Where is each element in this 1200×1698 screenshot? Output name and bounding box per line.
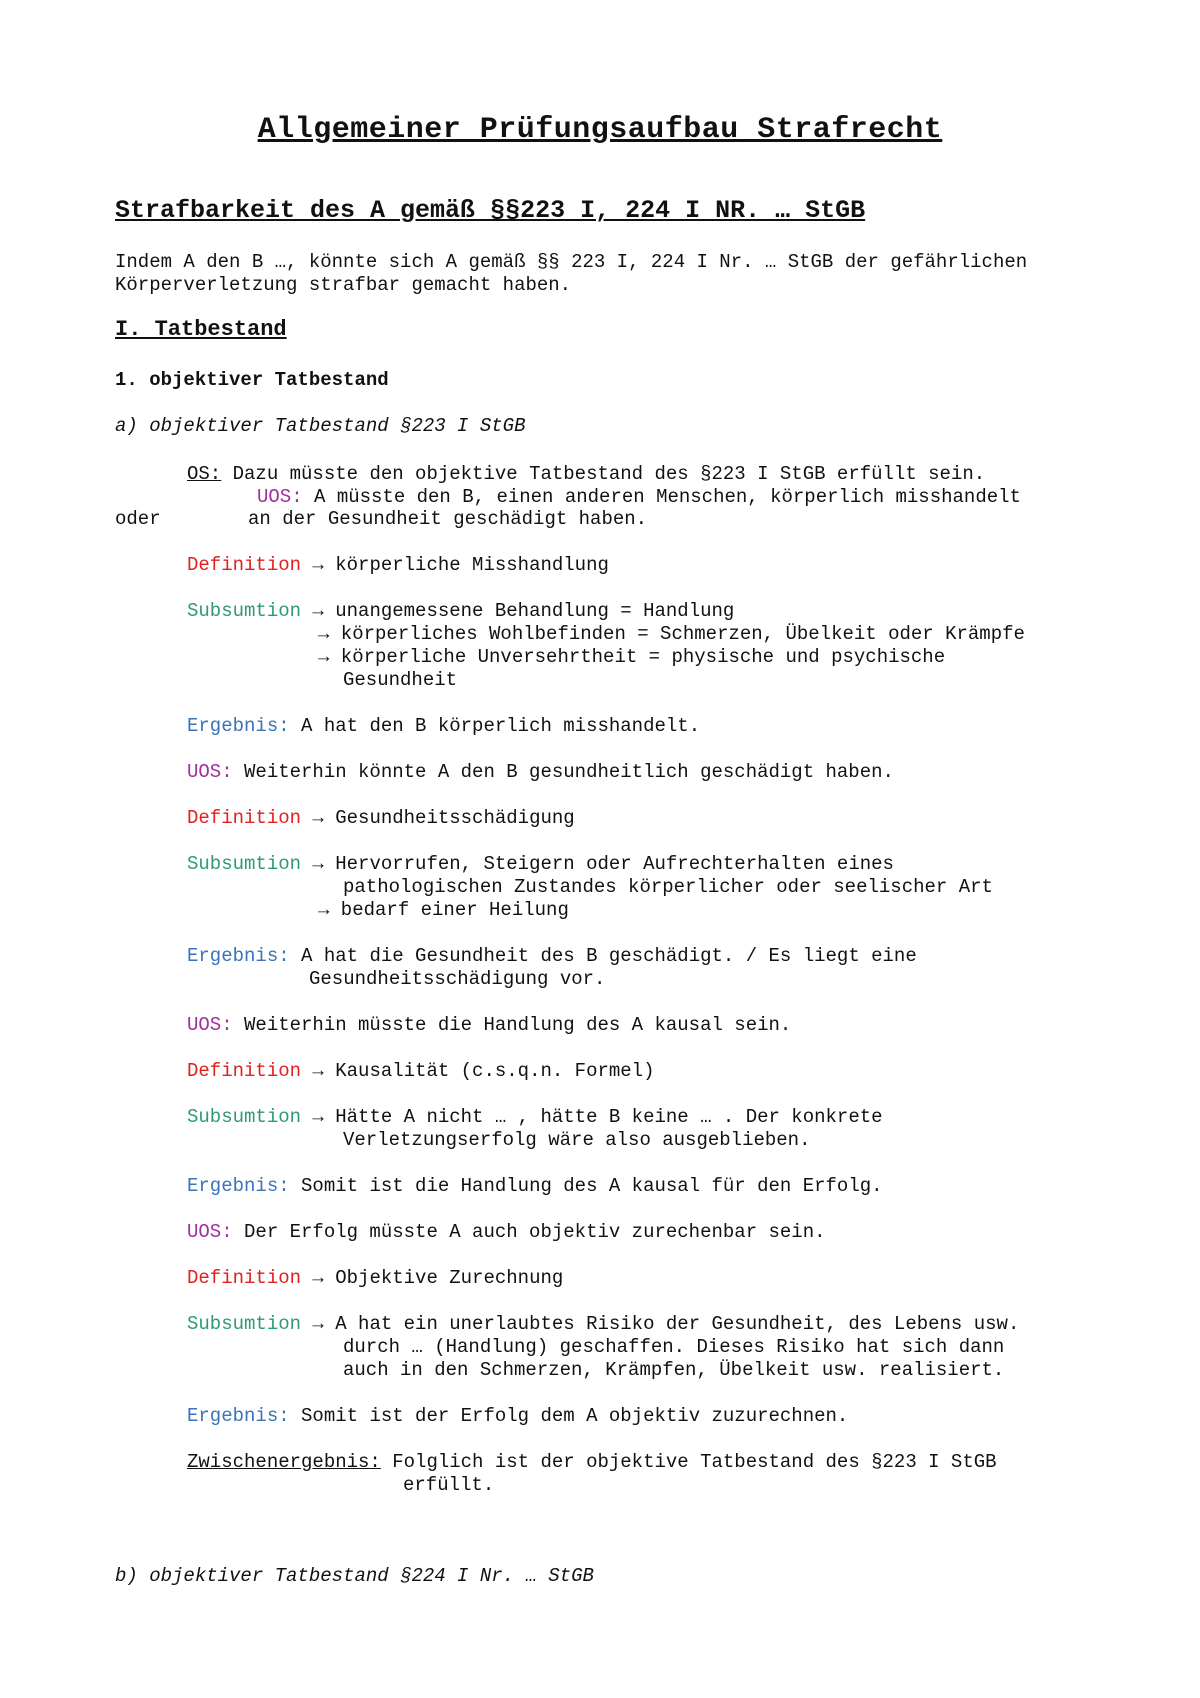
heading-objektiver-tatbestand: 1. objektiver Tatbestand (115, 369, 389, 391)
zwischenergebnis-text: Folglich ist der objektive Tatbestand des §223 I StGB (380, 1451, 997, 1473)
subsumtion-line: → körperliches Wohlbefinden = Schmerzen, Übelkeit oder Krämpfe (318, 623, 1025, 645)
definition-text: → Kausalität (c.s.q.n. Formel) (301, 1060, 655, 1082)
subsumtion-line: → körperliche Unversehrtheit = physische und psychische (318, 646, 946, 668)
definition-label: Definition (187, 1267, 302, 1289)
subsumtion-text: → unangemessene Behandlung = Handlung (301, 600, 735, 622)
heading-tatbestand: I. Tatbestand (115, 317, 287, 342)
uos-line (187, 1013, 791, 1037)
os-label: OS: (187, 463, 222, 485)
subsumtion-line: auch in den Schmerzen, Krämpfen, Übelkeit usw. realisiert. (343, 1359, 1005, 1381)
ergebnis-label: Ergebnis: (187, 715, 290, 737)
zwischenergebnis-line-2: erfüllt. (403, 1474, 495, 1496)
ergebnis-line (187, 944, 917, 968)
ergebnis-line (187, 1174, 883, 1198)
definition-line (187, 806, 575, 830)
ergebnis-text: A hat den B körperlich misshandelt. (289, 715, 701, 737)
zwischenergebnis-label: Zwischenergebnis: (187, 1451, 381, 1473)
subsumtion-line (187, 852, 894, 876)
page-title: Allgemeiner Prüfungsaufbau Strafrecht (257, 113, 943, 147)
uos-text: Weiterhin müsste die Handlung des A kausal sein. (232, 1014, 792, 1036)
ergebnis-text: A hat die Gesundheit des B geschädigt. / Es liegt eine (289, 945, 917, 967)
subsumtion-line: Verletzungserfolg wäre also ausgeblieben. (343, 1129, 811, 1151)
subsumtion-line (187, 1312, 1019, 1336)
uos-line (187, 760, 894, 784)
uos-text: Der Erfolg müsste A auch objektiv zurechenbar sein. (232, 1221, 826, 1243)
ergebnis-line (187, 714, 700, 738)
definition-line (187, 1266, 563, 1290)
uos-label: UOS: (187, 1014, 233, 1036)
subsumtion-label: Subsumtion (187, 1313, 302, 1335)
uos-line-1 (257, 485, 1021, 509)
ergebnis-line (187, 1404, 848, 1428)
subsumtion-label: Subsumtion (187, 600, 302, 622)
subsumtion-line (187, 1105, 883, 1129)
definition-label: Definition (187, 1060, 302, 1082)
os-text: Dazu müsste den objektive Tatbestand des §223 I StGB erfüllt sein. (221, 463, 986, 485)
subsumtion-line: Gesundheit (343, 669, 458, 691)
uos-oder: oder (115, 508, 161, 530)
zwischenergebnis-line (187, 1450, 997, 1474)
uos-text: A müsste den B, einen anderen Menschen, körperlich misshandelt (302, 486, 1021, 508)
definition-line (187, 1059, 655, 1083)
os-line (187, 462, 985, 486)
subsumtion-label: Subsumtion (187, 853, 302, 875)
heading-223: a) objektiver Tatbestand §223 I StGB (115, 415, 526, 437)
definition-label: Definition (187, 807, 302, 829)
heading-224: b) objektiver Tatbestand §224 I Nr. … StGB (115, 1565, 594, 1587)
subsumtion-text: → Hätte A nicht … , hätte B keine … . Der konkrete (301, 1106, 883, 1128)
definition-line (187, 553, 609, 577)
definition-text: → körperliche Misshandlung (301, 554, 609, 576)
definition-text: → Gesundheitsschädigung (301, 807, 575, 829)
subsumtion-line: pathologischen Zustandes körperlicher oder seelischer Art (343, 876, 993, 898)
subsumtion-label: Subsumtion (187, 1106, 302, 1128)
section-heading: Strafbarkeit des A gemäß §§223 I, 224 I NR. … StGB (115, 196, 866, 225)
ergebnis-text: Somit ist der Erfolg dem A objektiv zuzurechnen. (289, 1405, 849, 1427)
uos-label: UOS: (257, 486, 303, 508)
ergebnis-label: Ergebnis: (187, 945, 290, 967)
ergebnis-label: Ergebnis: (187, 1175, 290, 1197)
definition-text: → Objektive Zurechnung (301, 1267, 564, 1289)
definition-label: Definition (187, 554, 302, 576)
uos-label: UOS: (187, 761, 233, 783)
subsumtion-text: → A hat ein unerlaubtes Risiko der Gesundheit, des Lebens usw. (301, 1313, 1020, 1335)
subsumtion-line: durch … (Handlung) geschaffen. Dieses Risiko hat sich dann (343, 1336, 1005, 1358)
intro-line-1: Indem A den B …, könnte sich A gemäß §§ 223 I, 224 I Nr. … StGB der gefährlichen (115, 251, 1028, 273)
subsumtion-line (187, 599, 734, 623)
uos-line-2: an der Gesundheit geschädigt haben. (248, 508, 648, 530)
subsumtion-text: → Hervorrufen, Steigern oder Aufrechterhalten eines (301, 853, 894, 875)
subsumtion-line: → bedarf einer Heilung (318, 899, 569, 921)
ergebnis-line: Gesundheitsschädigung vor. (309, 968, 606, 990)
ergebnis-label: Ergebnis: (187, 1405, 290, 1427)
uos-label: UOS: (187, 1221, 233, 1243)
uos-line (187, 1220, 826, 1244)
ergebnis-text: Somit ist die Handlung des A kausal für den Erfolg. (289, 1175, 883, 1197)
uos-text: Weiterhin könnte A den B gesundheitlich geschädigt haben. (232, 761, 894, 783)
intro-line-2: Körperverletzung strafbar gemacht haben. (115, 274, 572, 296)
